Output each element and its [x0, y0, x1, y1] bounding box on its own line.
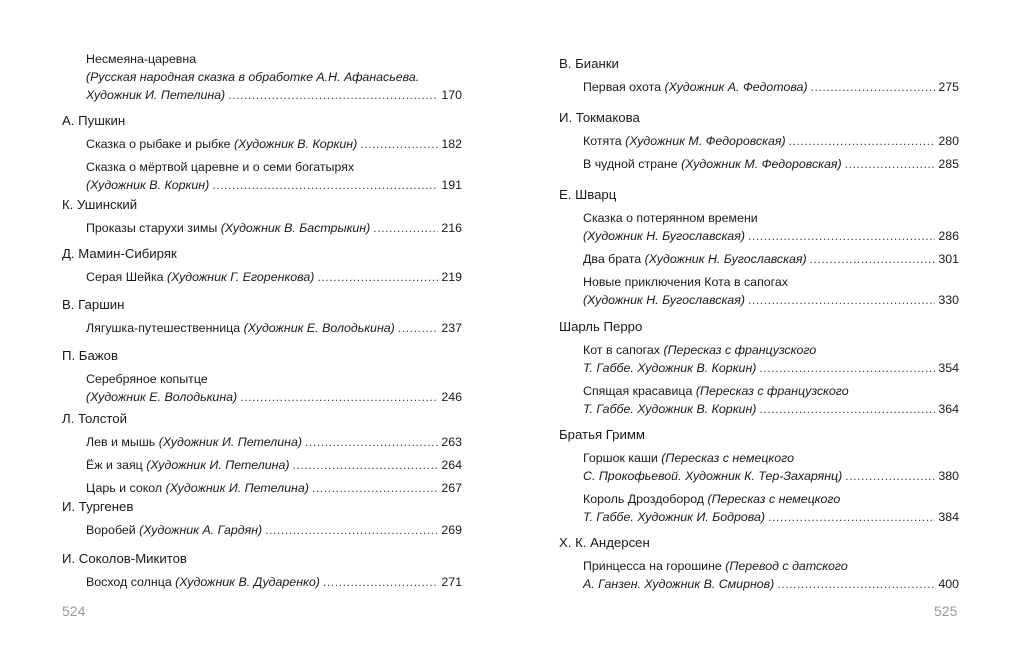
- toc-entry[interactable]: [62, 219, 462, 237]
- entry-line: [583, 291, 959, 309]
- entry-line: [86, 68, 462, 86]
- entry-line: [86, 521, 462, 539]
- toc-entry[interactable]: [62, 479, 462, 497]
- dot-leader: [293, 456, 439, 474]
- toc-section: [62, 411, 462, 502]
- toc-entry[interactable]: [62, 268, 462, 286]
- dot-leader: [845, 155, 936, 173]
- entry-title: Ёж и заяц: [86, 458, 147, 472]
- entry-credit: (Художник В. Коркин): [86, 178, 210, 192]
- entry-credit: (Русская народная сказка в обработке А.Н. Афанасьева.: [86, 70, 420, 84]
- entry-page-number: 264: [441, 458, 462, 472]
- entry-page-number: 246: [441, 390, 462, 404]
- entry-credit: (Художник Г. Егоренкова): [166, 270, 315, 284]
- entry-title: Король Дроздобород: [583, 492, 708, 506]
- dot-leader: [811, 78, 936, 96]
- entry-title: В чудной стране: [583, 157, 682, 171]
- entry-credit: Т. Габбе. Художник В. Коркин): [583, 361, 757, 375]
- dot-leader: [810, 250, 936, 268]
- entry-credit: (Пересказ с французского: [695, 384, 849, 398]
- toc-entry[interactable]: [62, 573, 462, 591]
- entry-line: [86, 86, 462, 104]
- toc-entry[interactable]: [62, 319, 462, 337]
- dot-leader: [228, 86, 438, 104]
- entry-page-number: 364: [938, 402, 959, 416]
- dot-leader: [789, 132, 936, 150]
- dot-leader: [777, 575, 935, 593]
- entry-page-number: 384: [938, 510, 959, 524]
- toc-entry[interactable]: [559, 557, 959, 593]
- page-number-right: 525: [934, 603, 958, 619]
- entry-credit: (Художник Е. Володькина): [243, 321, 395, 335]
- entry-title: Лягушка-путешественница: [86, 321, 244, 335]
- toc-section: [62, 113, 462, 199]
- entry-credit: (Пересказ с немецкого: [707, 492, 841, 506]
- author-heading: Е. Шварц: [559, 187, 617, 202]
- entry-line: [86, 370, 462, 388]
- entry-page-number: 330: [938, 293, 959, 307]
- entry-credit: (Художник Н. Бугославская): [583, 293, 745, 307]
- entry-credit: (Пересказ с немецкого: [661, 451, 795, 465]
- entry-line: [583, 557, 959, 575]
- dot-leader: [240, 388, 438, 406]
- toc-section: [62, 246, 462, 291]
- dot-leader: [398, 319, 439, 337]
- dot-leader: [768, 508, 935, 526]
- toc-entry[interactable]: [559, 132, 959, 150]
- dot-leader: [748, 227, 935, 245]
- entry-page-number: 275: [938, 80, 959, 94]
- dot-leader: [212, 176, 438, 194]
- entry-credit: (Художник В. Дударенко): [175, 575, 320, 589]
- entry-title: Сказка о рыбаке и рыбке: [86, 137, 234, 151]
- entry-line: [86, 388, 462, 406]
- entry-credit: (Художник И. Петелина): [165, 481, 309, 495]
- toc-entry[interactable]: [62, 50, 462, 104]
- toc-entry[interactable]: [559, 209, 959, 245]
- entry-title: Принцесса на горошине: [583, 559, 726, 573]
- entry-line: [583, 250, 959, 268]
- toc-entry[interactable]: [559, 382, 959, 418]
- entry-title: Новые приключения Кота в сапогах: [583, 275, 789, 289]
- toc-entry[interactable]: [559, 78, 959, 96]
- entry-title: Серебряное копытце: [86, 372, 208, 386]
- entry-credit: (Художник В. Бастрыкин): [220, 221, 371, 235]
- entry-page-number: 286: [938, 229, 959, 243]
- entry-title: Восход солнца: [86, 575, 176, 589]
- author-heading: В. Бианки: [559, 56, 619, 71]
- dot-leader: [317, 268, 438, 286]
- toc-section: [559, 110, 959, 178]
- author-heading: А. Пушкин: [62, 113, 126, 128]
- page-number-left: 524: [62, 603, 86, 619]
- entry-line: [583, 209, 959, 227]
- dot-leader: [373, 219, 438, 237]
- entry-credit: Т. Габбе. Художник В. Коркин): [583, 402, 757, 416]
- toc-section: [559, 427, 959, 531]
- author-heading: И. Токмакова: [559, 110, 640, 125]
- entry-title: Два брата: [583, 252, 645, 266]
- entry-title: Царь и сокол: [86, 481, 166, 495]
- entry-line: [583, 508, 959, 526]
- entry-page-number: 301: [938, 252, 959, 266]
- entry-page-number: 400: [938, 577, 959, 591]
- entry-page-number: 191: [441, 178, 462, 192]
- entry-title: Спящая красавица: [583, 384, 696, 398]
- toc-entry[interactable]: [62, 521, 462, 539]
- author-heading: К. Ушинский: [62, 197, 138, 212]
- entry-line: [86, 573, 462, 591]
- entry-line: [86, 433, 462, 451]
- dot-leader: [265, 521, 438, 539]
- toc-entry[interactable]: [62, 456, 462, 474]
- dot-leader: [305, 433, 438, 451]
- toc-section: [62, 197, 462, 242]
- toc-section: [62, 551, 462, 596]
- entry-credit: (Художник А. Федотова): [664, 80, 808, 94]
- entry-credit: (Художник И. Петелина): [158, 435, 302, 449]
- entry-line: [86, 219, 462, 237]
- entry-credit: Т. Габбе. Художник И. Бодрова): [583, 510, 766, 524]
- entry-line: [86, 268, 462, 286]
- toc-entry[interactable]: [62, 370, 462, 406]
- entry-line: [583, 227, 959, 245]
- dot-leader: [323, 573, 438, 591]
- author-heading: Братья Гримм: [559, 427, 645, 442]
- entry-line: [86, 456, 462, 474]
- entry-credit: (Художник В. Коркин): [233, 137, 358, 151]
- author-heading: Шарль Перро: [559, 319, 643, 334]
- entry-credit: Художник И. Петелина): [86, 88, 226, 102]
- entry-title: Сказка о потерянном времени: [583, 211, 758, 225]
- entry-line: [583, 132, 959, 150]
- entry-page-number: 216: [441, 221, 462, 235]
- entry-credit: (Художник Н. Бугославская): [583, 229, 745, 243]
- dot-leader: [360, 135, 438, 153]
- entry-line: [583, 155, 959, 173]
- dot-leader: [845, 467, 935, 485]
- entry-title: Сказка о мёртвой царевне и о семи богатырях: [86, 160, 355, 174]
- entry-credit: (Художник М. Федоровская): [625, 134, 786, 148]
- author-heading: Х. К. Андерсен: [559, 535, 650, 550]
- entry-line: [583, 467, 959, 485]
- entry-title: Горшок каши: [583, 451, 662, 465]
- entry-title: Воробей: [86, 523, 140, 537]
- entry-line: [583, 273, 959, 291]
- entry-line: [583, 382, 959, 400]
- toc-section: [559, 56, 959, 101]
- toc-entry[interactable]: [559, 449, 959, 485]
- entry-line: [86, 50, 462, 68]
- entry-line: [583, 78, 959, 96]
- entry-credit: С. Прокофьевой. Художник К. Тер-Захарянц): [583, 469, 843, 483]
- entry-line: [583, 575, 959, 593]
- entry-line: [583, 359, 959, 377]
- toc-entry[interactable]: [559, 341, 959, 377]
- toc-entry[interactable]: [62, 433, 462, 451]
- entry-page-number: 271: [441, 575, 462, 589]
- entry-credit: (Художник М. Федоровская): [681, 157, 842, 171]
- dot-leader: [759, 359, 935, 377]
- entry-credit: (Художник Е. Володькина): [86, 390, 238, 404]
- entry-line: [583, 449, 959, 467]
- author-heading: П. Бажов: [62, 348, 118, 363]
- dot-leader: [748, 291, 935, 309]
- entry-title: Серая Шейка: [86, 270, 167, 284]
- author-heading: Л. Толстой: [62, 411, 127, 426]
- dot-leader: [759, 400, 935, 418]
- entry-credit: (Художник Н. Бугославская): [644, 252, 807, 266]
- author-heading: И. Тургенев: [62, 499, 134, 514]
- entry-page-number: 267: [441, 481, 462, 495]
- toc-entry[interactable]: [559, 250, 959, 268]
- author-heading: Д. Мамин-Сибиряк: [62, 246, 177, 261]
- entry-page-number: 182: [441, 137, 462, 151]
- entry-credit: (Пересказ с французского: [663, 343, 817, 357]
- entry-line: [583, 490, 959, 508]
- author-heading: И. Соколов-Микитов: [62, 551, 187, 566]
- toc-entry[interactable]: [62, 135, 462, 153]
- entry-page-number: 263: [441, 435, 462, 449]
- entry-page-number: 280: [938, 134, 959, 148]
- toc-section: [559, 187, 959, 314]
- entry-credit: (Художник А. Гардян): [139, 523, 263, 537]
- entry-page-number: 237: [441, 321, 462, 335]
- toc-section: [559, 319, 959, 423]
- entry-title: Котята: [583, 134, 626, 148]
- entry-line: [86, 158, 462, 176]
- entry-line: [86, 176, 462, 194]
- toc-entry[interactable]: [62, 158, 462, 194]
- entry-credit: (Художник И. Петелина): [146, 458, 290, 472]
- entry-page-number: 269: [441, 523, 462, 537]
- entry-page-number: 219: [441, 270, 462, 284]
- toc-entry[interactable]: [559, 273, 959, 309]
- entry-page-number: 285: [938, 157, 959, 171]
- toc-section: [62, 348, 462, 411]
- entry-line: [86, 479, 462, 497]
- toc-section: [62, 499, 462, 544]
- entry-line: [86, 319, 462, 337]
- entry-page-number: 170: [441, 88, 462, 102]
- toc-section: [559, 535, 959, 598]
- entry-line: [86, 135, 462, 153]
- toc-section: [62, 50, 462, 109]
- toc-entry[interactable]: [559, 490, 959, 526]
- dot-leader: [312, 479, 438, 497]
- entry-title: Несмеяна-царевна: [86, 52, 197, 66]
- entry-line: [583, 400, 959, 418]
- entry-page-number: 354: [938, 361, 959, 375]
- entry-line: [583, 341, 959, 359]
- entry-credit: (Перевод с датского: [725, 559, 848, 573]
- author-heading: В. Гаршин: [62, 297, 125, 312]
- entry-credit: А. Ганзен. Художник В. Смирнов): [583, 577, 775, 591]
- entry-title: Лев и мышь: [86, 435, 159, 449]
- entry-title: Кот в сапогах: [583, 343, 664, 357]
- entry-page-number: 380: [938, 469, 959, 483]
- entry-title: Проказы старухи зимы: [86, 221, 221, 235]
- toc-entry[interactable]: [559, 155, 959, 173]
- entry-title: Первая охота: [583, 80, 665, 94]
- toc-section: [62, 297, 462, 342]
